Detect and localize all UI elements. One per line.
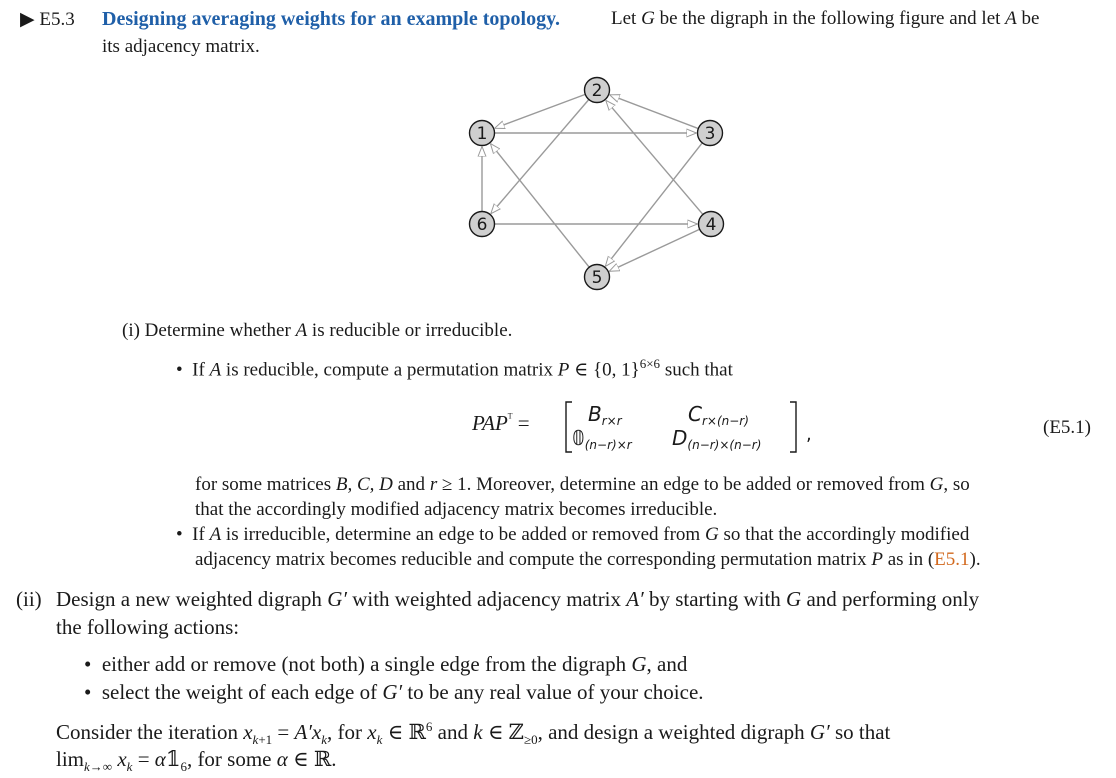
part-ii-line2: the following actions: xyxy=(56,615,240,639)
svg-text:,: , xyxy=(806,424,812,445)
edge-4-to-2 xyxy=(606,100,703,214)
svg-text:D(n−r)×(n−r): $D_{(n-r)\times(n-r)}$ xyxy=(672,426,762,452)
part-i-label: (i) Determine whether A is reducible or irreducible. xyxy=(122,320,513,341)
part-i-bullet-2: • If A is irreducible, determine an edge to be added or removed from G so that the accordingly modified xyxy=(176,524,970,545)
edge-4-to-5 xyxy=(609,229,699,271)
node-6 xyxy=(470,212,495,237)
iteration-line1: Consider the iteration $x_{k+1} = A'x_k$, for $x_k$ ∈ ℝ$^6$ and k ∈ ℤ$_{\ge 0}$, and design a weighted digraph G′ so that xyxy=(56,719,891,748)
svg-text:𝟘(n−r)×r: $𝟘_{(n-r)\times r}$ xyxy=(572,426,632,452)
svg-text:Br×r: $B_{r\times r}$ xyxy=(588,402,622,428)
node-label: 5 xyxy=(591,268,603,288)
node-1 xyxy=(470,121,495,146)
exercise-intro-line2: its adjacency matrix. xyxy=(102,36,260,57)
node-label: 4 xyxy=(705,215,717,235)
node-label: 3 xyxy=(704,124,716,144)
edge-2-to-6 xyxy=(491,99,589,213)
part-ii-label: (ii) xyxy=(16,587,42,611)
edge-3-to-2 xyxy=(610,95,699,129)
part-ii-line1: Design a new weighted digraph G′ with weighted adjacency matrix A′ by starting with G and performing only xyxy=(56,587,980,611)
exercise-intro-line1: Let G be the digraph in the following figure and let A be xyxy=(611,8,1040,29)
part-ii-bullet-1: • either add or remove (not both) a single edge from the digraph G, and xyxy=(84,652,688,676)
node-3 xyxy=(698,121,723,146)
edge-5-to-1 xyxy=(490,144,589,268)
equation-number: (E5.1) xyxy=(1043,417,1092,438)
node-label: 2 xyxy=(591,81,603,101)
iteration-line2: $\lim_{k\to\infty} x_k$ = $\alpha 𝟙_6$, for some α ∈ ℝ. xyxy=(56,747,337,775)
edge-3-to-5 xyxy=(605,143,702,267)
node-label: 1 xyxy=(476,124,488,144)
exercise-title: Designing averaging weights for an example topology. xyxy=(102,8,560,30)
exercise-marker: ▶ E5.3 xyxy=(20,9,75,30)
svg-text:Cr×(n−r): $C_{r\times(n-r)}$ xyxy=(688,402,749,428)
digraph-figure xyxy=(440,70,740,300)
node-4 xyxy=(699,212,724,237)
block-matrix xyxy=(560,398,820,458)
node-2 xyxy=(585,78,610,103)
part-i-bullet-2-line2: adjacency matrix becomes reducible and compute the corresponding permutation matrix P as in (E5.1). xyxy=(195,549,981,570)
after-equation-line2: that the accordingly modified adjacency matrix becomes irreducible. xyxy=(195,499,718,520)
node-label: 6 xyxy=(476,215,488,235)
equation-reference-link[interactable]: E5.1 xyxy=(934,549,970,570)
node-5 xyxy=(585,265,610,290)
equation-lhs: $PAP^ᵀ$ = xyxy=(472,410,530,435)
part-ii-bullet-2: • select the weight of each edge of G′ to be any real value of your choice. xyxy=(84,680,704,704)
part-i-bullet-1: • If A is reducible, compute a permutation matrix P ∈ {0, 1}$^{6\times 6}$ such that xyxy=(176,356,733,381)
edge-2-to-1 xyxy=(495,94,586,128)
after-equation-line1: for some matrices B, C, D and r ≥ 1. Moreover, determine an edge to be added or removed from G, so xyxy=(195,474,970,495)
